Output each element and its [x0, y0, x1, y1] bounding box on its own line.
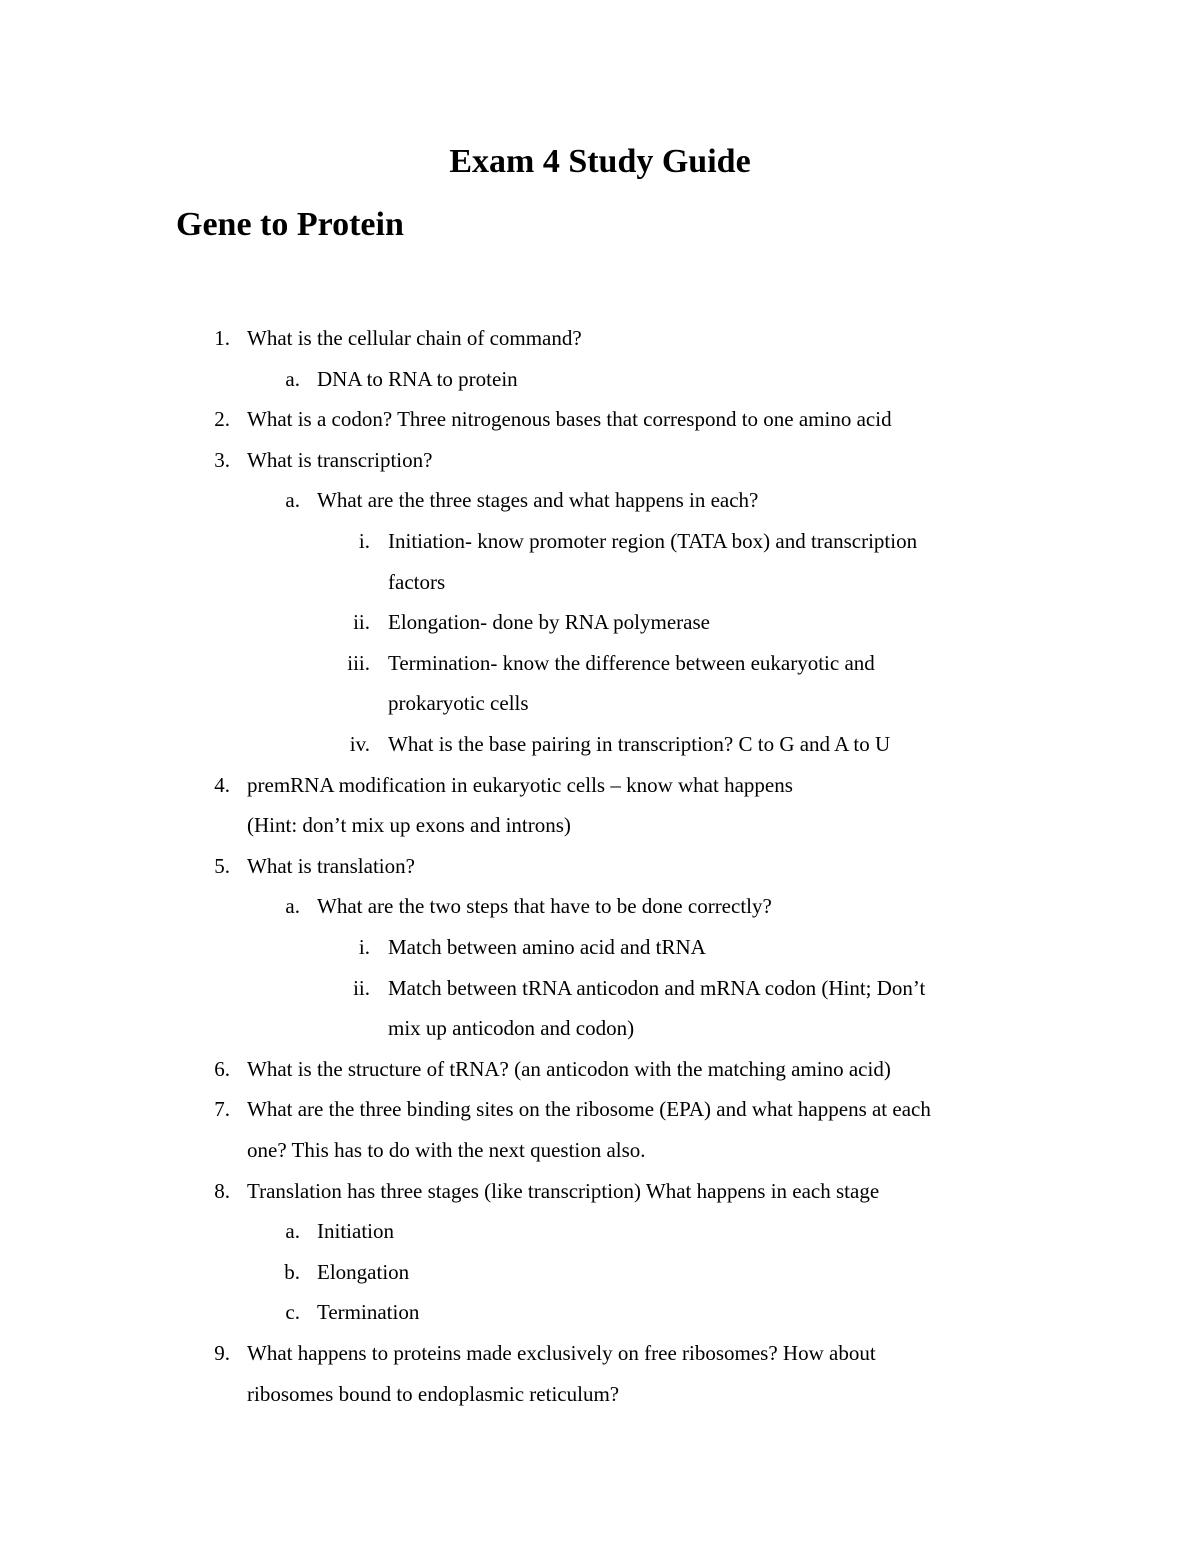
list-marker: 7.: [214, 1097, 230, 1122]
list-marker: 9.: [214, 1341, 230, 1365]
list-item-text: What is transcription?: [247, 447, 433, 472]
list-marker: ii.: [353, 975, 370, 1000]
section-heading: Gene to Protein: [176, 206, 404, 243]
list-item-text: Initiation- know promoter region (TATA box) and transcription: [388, 529, 918, 553]
list-marker: a.: [285, 894, 300, 919]
list-item-text: Termination: [317, 1300, 420, 1325]
list-item-text: factors: [388, 569, 446, 594]
list-item-text: What is the cellular chain of command?: [247, 326, 582, 350]
list-item-text: Initiation: [317, 1219, 394, 1244]
list-item-text: Translation has three stages (like transcription) What happens in each stage: [247, 1178, 880, 1203]
list-marker: b.: [284, 1259, 300, 1284]
list-marker: i.: [358, 529, 370, 553]
list-item-text: What is the structure of tRNA? (an anticodon with the matching amino acid): [247, 1056, 891, 1081]
list-item-text: What is the base pairing in transcription? C to G and A to U: [388, 732, 891, 756]
list-item-text: What are the three stages and what happens in each?: [317, 488, 759, 513]
list-marker: 3.: [214, 447, 230, 472]
list-marker: 4.: [214, 772, 230, 797]
list-item-text: (Hint: don’t mix up exons and introns): [247, 813, 571, 838]
list-marker: 1.: [214, 326, 230, 350]
list-marker: 6.: [214, 1056, 230, 1081]
list-item-text: What are the two steps that have to be done correctly?: [317, 894, 772, 919]
list-item-text: What is a codon? Three nitrogenous bases that correspond to one amino acid: [247, 407, 892, 432]
list-marker: 5.: [214, 853, 230, 878]
list-item-text: What are the three binding sites on the ribosome (EPA) and what happens at each: [247, 1097, 931, 1122]
document-title: Exam 4 Study Guide: [449, 143, 751, 180]
list-item-text: What happens to proteins made exclusively on free ribosomes? How about: [247, 1341, 876, 1365]
list-item-text: DNA to RNA to protein: [317, 366, 518, 391]
list-item-text: one? This has to do with the next question also.: [247, 1138, 646, 1162]
list-marker: iv.: [349, 732, 370, 756]
list-marker: a.: [285, 488, 300, 513]
list-marker: a.: [285, 366, 300, 391]
list-marker: i.: [358, 935, 370, 959]
list-marker: a.: [285, 1219, 300, 1244]
list-marker: 2.: [214, 407, 230, 432]
list-item-text: premRNA modification in eukaryotic cells – know what happens: [247, 772, 793, 797]
list-item-text: Match between tRNA anticodon and mRNA codon (Hint; Don’t: [388, 975, 926, 1000]
list-item-text: ribosomes bound to endoplasmic reticulum?: [247, 1381, 620, 1406]
list-marker: 8.: [214, 1178, 230, 1203]
list-item-text: Elongation: [317, 1259, 410, 1284]
list-item-text: What is translation?: [247, 853, 415, 878]
list-item-text: Match between amino acid and tRNA: [388, 935, 706, 959]
list-item-text: mix up anticodon and codon): [388, 1016, 635, 1041]
list-item-text: prokaryotic cells: [388, 691, 529, 716]
list-marker: c.: [285, 1300, 300, 1325]
list-item-text: Termination- know the difference between eukaryotic and: [388, 650, 875, 675]
list-item-text: Elongation- done by RNA polymerase: [388, 610, 710, 635]
list-marker: iii.: [347, 650, 370, 675]
list-marker: ii.: [353, 610, 370, 635]
